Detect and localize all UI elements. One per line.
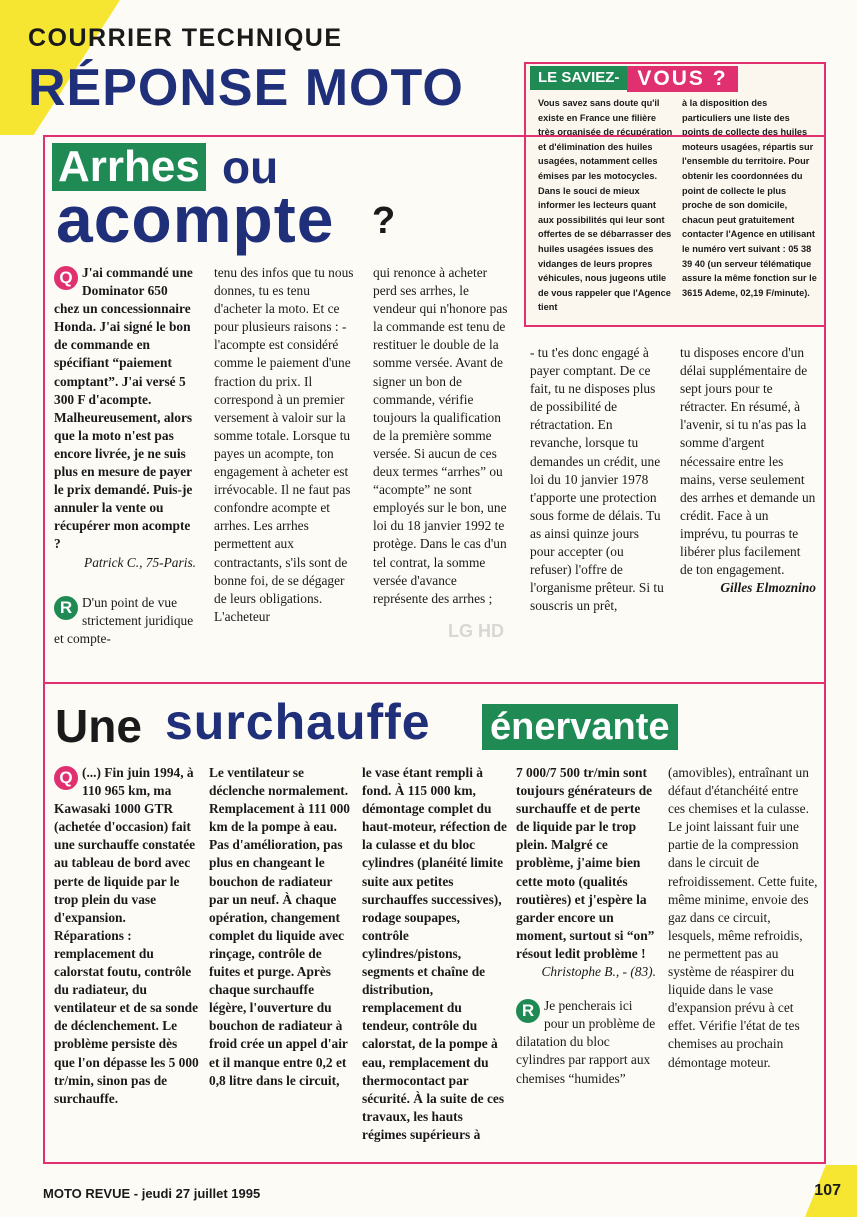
article-1-answer-col-3: qui renonce à acheter perd ses arrhes, le vendeur qui n'honore pas la commande est tenu de restituer le double de la somme versée. Avant de signer un bon de commande, vérifie toujours la qualification de la première somme versée. Si aucun de ces deux termes “arrhes” ou “acompte” ne sont employés sur le bon, une loi du 18 janvier 1992 te protège. Dans le cas d'un tel contrat, la somme versée d'avance représente des arrhes ;: [373, 265, 508, 606]
article-1-answer-col-5: tu disposes encore d'un délai supplémentaire de sept jours pour te rétracter. En résumé, à l'avenir, si tu n'as pas la somme d'argent nécessaire entre les mains, verse seulement des arrhes et demande un crédit. Face à un imprévu, tu pourras te libérer plus facilement de ton engagement.: [680, 345, 816, 578]
article-1-column-4: [530, 344, 666, 615]
question-badge: Q: [54, 266, 78, 290]
article-1-question: J'ai commandé une Dominator 650 chez un concessionnaire Honda. J'ai signé le bon de commande en spécifiant “paiement comptant”. J'ai versé 5 300 F d'acompte. Malheureusement, alors que la moto n'est pas encore livrée, je ne suis plus en mesure de payer le prix demandé. Puis-je annuler la vente ou récupérer mon acompte ?: [54, 265, 193, 552]
page-number: 107: [814, 1182, 841, 1199]
article-1-title-arrhes: Arrhes: [52, 143, 206, 191]
article-2-column-1: [54, 764, 199, 1108]
article-2-column-4: [516, 764, 656, 1088]
did-you-know-label-b: VOUS ?: [627, 66, 737, 92]
article-1-answer-col-2: tenu des infos que tu nous donnes, tu es tenu d'acheter la moto. Et ce pour plusieurs raisons : - l'acompte est considéré comme le paiement d'une fraction du prix. Il correspond à un premier versement à valoir sur la somme totale. Lorsque tu payes un acompte, ton engagement à acheter est irrévocable. Il ne faut pas confondre acompte et arrhes. Les arrhes permettent aux contractants, s'ils sont de bonne foi, de se dégager de leurs obligations. L'acheteur: [214, 265, 354, 624]
article-2-answer-col-5: (amovibles), entraînant un défaut d'étanchéité entre ces chemises et la culasse. Le joint laissant fuir une partie de la compression dans le circuit de refroidissement. Cette fuite, même minime, envoie des gaz dans ce circuit, lesquels, même refroidis, ne permettent pas au système de réaspirer du liquide dans le vase d'expansion prévu à cet effet. Vérifie l'état de tes chemises au prochain démontage moteur.: [668, 765, 818, 1070]
answer-badge: R: [516, 999, 540, 1023]
article-2-question-col-3: le vase étant rempli à fond. À 115 000 km, démontage complet du haut-moteur, réfection de la culasse et du bloc cylindres (planéité limite suite aux petites surchauffes successives), rodage soupapes, contrôle cylindres/pistons, segments et chaîne de distribution, remplacement du tendeur, contrôle du calorstat, de la pompe à eau, remplacement du thermocontact par sécurité. À la suite de ces travaux, les hauts régimes supérieurs à: [362, 765, 507, 1142]
watermark-logo: LG HD: [448, 621, 504, 641]
answer-badge: R: [54, 596, 78, 620]
article-2-column-2: [209, 764, 354, 1090]
did-you-know-header: [530, 66, 738, 90]
article-1-title-acompte: acompte: [56, 182, 335, 256]
article-2-question-col-2: Le ventilateur se déclenche normalement. Remplacement à 111 000 km de la pompe à eau. Pas d'amélioration, pas plus en changeant le bouchon de radiateur par un neuf. À chaque opération, changement complet du liquide avec rinçage, contrôle de fuites et purge. Après chaque surchauffe légère, l'ouverture du bouchon de radiateur à froid crée un appel d'air et il manque entre 0,2 et 0,8 litre dans le circuit,: [209, 765, 350, 1088]
article-1-question-signature: Patrick C., 75-Paris.: [84, 554, 196, 570]
article-1-column-1: [54, 264, 196, 648]
question-badge: Q: [54, 766, 78, 790]
article-1-answer-start: D'un point de vue strictement juridique et compte-: [54, 594, 194, 646]
section-title: RÉPONSE MOTO: [28, 59, 464, 117]
article-1-title-ou: ou: [222, 141, 279, 193]
article-1-column-2: [214, 264, 359, 626]
article-2-question-col-4: 7 000/7 500 tr/min sont toujours générateurs de surchauffe et de perte de liquide par le trop plein. Malgré ce problème, j'aime bien cette moto (qualités routières) et j'espère la garder encore un moment, surtout si “on” résout ledit problème !: [516, 765, 655, 961]
article-2-title-enervante: énervante: [482, 704, 678, 750]
article-1-answer-col-4: - tu t'es donc engagé à payer comptant. De ce fait, tu ne disposes plus de possibilité de rétractation. En revanche, lorsque tu demandes un crédit, une loi du 10 janvier 1978 t'apporte une protection sous forme de délais. Tu as ainsi quinze jours pour accepter (ou refuser) l'offre de l'organisme prêteur. Si tu souscris un prêt,: [530, 345, 664, 614]
article-1-column-3: [373, 264, 509, 608]
article-2-title-surchauffe: surchauffe: [165, 694, 431, 750]
article-2-column-5: [668, 764, 818, 1072]
article-1-column-5: [680, 344, 816, 597]
article-1-title-question-mark: ?: [372, 200, 396, 242]
did-you-know-label-a: LE SAVIEZ-: [530, 66, 627, 90]
article-1-answer-signature: Gilles Elmoznino: [720, 580, 816, 596]
article-2-title-une: Une: [55, 700, 142, 752]
article-2-question-col-1: (...) Fin juin 1994, à 110 965 km, ma Kawasaki 1000 GTR (achetée d'occasion) fait une surchauffe constatée au tableau de bord avec perte de liquide par le trop plein du vase d'expansion. Réparations : remplacement du calorstat foutu, contrôle du radiateur, du ventilateur et de sa sonde de déclenchement. Le problème persiste dès que l'on dépasse les 5 000 tr/min, sinon pas de surchauffe.: [54, 765, 199, 1106]
article-2-answer-start: Je pencherais ici pour un problème de dilatation du bloc cylindres par rapport aux chemises “humides”: [516, 998, 656, 1086]
article-2-question-signature: Christophe B., - (83).: [541, 964, 656, 980]
did-you-know-col-2: à la disposition des particuliers une liste des points de collecte des huiles moteurs usagées, répartis sur l'ensemble du territoire. Pour obtenir les coordonnées du point de collecte le plus proche de son domicile, chacun peut gratuitement contacter l'Agence en utilisant le numéro vert suivant : 05 38 39 40 (un serveur télématique assure la même fonction sur le 3615 Ademe, 02,19 F/minute).: [682, 98, 817, 298]
section-kicker: COURRIER TECHNIQUE: [28, 24, 343, 52]
footer-magazine-date: MOTO REVUE - jeudi 27 juillet 1995: [43, 1186, 261, 1201]
article-2-column-3: [362, 764, 507, 1144]
did-you-know-col-1: Vous savez sans doute qu'il existe en France une filière très organisée de récupération et d'élimination des huiles usagées, notamment celles émises par les motocycles. Dans le souci de mieux informer les lecteurs quant aux possibilités qui leur sont offertes de se débarrasser des huiles usagées issues des vidanges de leurs propres véhicules, nous jugeons utile de vous rappeler que l'Agence tient: [538, 98, 673, 313]
